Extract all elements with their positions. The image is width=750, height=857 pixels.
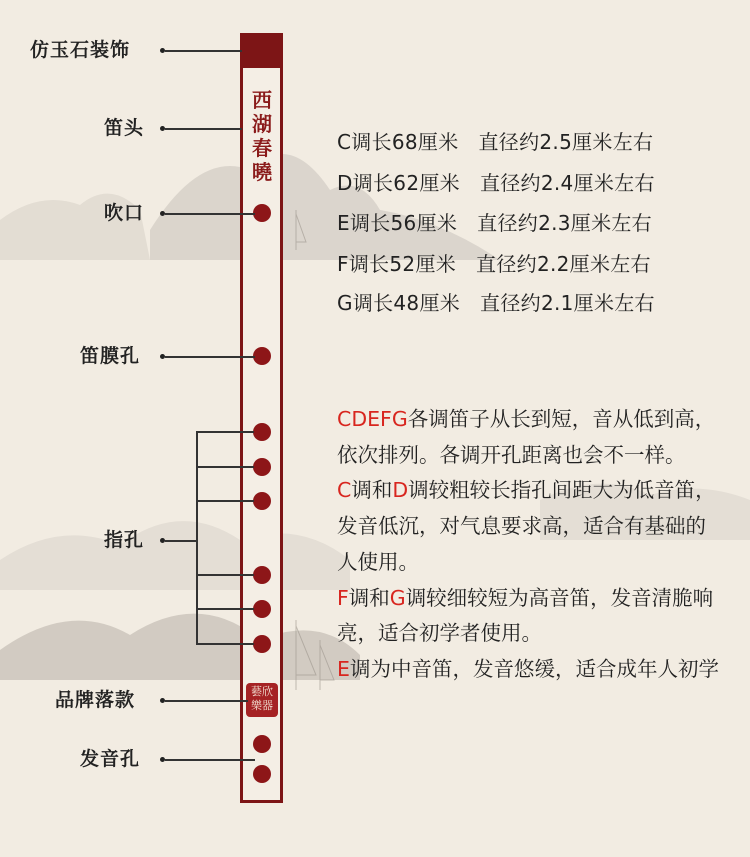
finger-hole-5 [253, 600, 271, 618]
label-head: 笛头 [104, 117, 145, 139]
finger-bracket-tick [196, 574, 254, 576]
spec-length: 调长48厘米 [352, 291, 461, 315]
spec-key: D [337, 171, 353, 195]
membrane-hole [253, 347, 271, 365]
spec-line-d [337, 171, 655, 195]
label-blow-hole: 吹口 [104, 202, 145, 224]
key-highlight: G [389, 585, 406, 610]
description-text: 各调笛子从长到短，音从低到高，依次排列。各调开孔距离也会不一样。 [337, 407, 716, 467]
finger-hole-1 [253, 423, 271, 441]
finger-bracket-tick [196, 431, 254, 433]
key-highlight: F [337, 585, 349, 610]
spec-length: 调长52厘米 [348, 252, 457, 276]
description-text: 调较粗较长指孔间距大为低音笛，发音低沉，对气息要求高，适合有基础的人使用。 [337, 478, 716, 574]
finger-bracket-tick [196, 643, 254, 645]
finger-hole-6 [253, 635, 271, 653]
key-highlight: CDEFG [337, 407, 408, 431]
finger-bracket-vertical [196, 432, 198, 645]
leader-line [165, 213, 255, 215]
spec-diameter: 直径约2.5厘米左右 [478, 130, 654, 154]
sound-hole-2 [253, 765, 271, 783]
description-paragraph-4 [337, 652, 722, 688]
spec-diameter: 直径约2.1厘米左右 [480, 291, 655, 315]
spec-line-g [337, 291, 655, 315]
spec-diameter: 直径约2.2厘米左右 [476, 252, 651, 276]
description-block [337, 402, 722, 688]
label-decoration: 仿玉石装饰 [30, 39, 131, 61]
leader-line [165, 700, 248, 702]
description-paragraph-1 [337, 402, 722, 473]
key-highlight: D [392, 478, 409, 503]
description-text: 调较细较短为高音笛，发音清脆响亮，适合初学者使用。 [337, 585, 714, 646]
spec-diameter: 直径约2.3厘米左右 [477, 211, 652, 235]
sound-hole-1 [253, 735, 271, 753]
leader-line [165, 759, 255, 761]
brand-seal: 藝欣樂器 [246, 683, 278, 717]
finger-bracket-tick [196, 466, 254, 468]
spec-length: 调长68厘米 [351, 130, 459, 154]
description-text: 调和 [351, 478, 393, 503]
key-highlight: E [337, 656, 350, 681]
spec-length: 调长62厘米 [352, 171, 460, 195]
spec-length: 调长56厘米 [349, 211, 458, 235]
leader-line [165, 128, 242, 130]
spec-line-e [337, 211, 652, 235]
key-highlight: C [337, 478, 352, 503]
spec-line-c [337, 130, 653, 154]
spec-key: C [337, 130, 352, 154]
spec-line-f [337, 252, 651, 276]
spec-diameter: 直径约2.4厘米左右 [479, 171, 655, 195]
spec-key: G [337, 291, 353, 315]
finger-hole-2 [253, 458, 271, 476]
label-brand: 品牌落款 [55, 689, 136, 711]
label-sound-holes: 发音孔 [80, 748, 141, 770]
spec-key: F [337, 252, 349, 276]
label-membrane-hole: 笛膜孔 [80, 345, 141, 367]
leader-line [165, 50, 242, 52]
blow-hole [253, 204, 271, 222]
leader-line [165, 540, 197, 542]
spec-key: E [337, 211, 350, 235]
flute-title: 西湖春曉 [252, 88, 272, 184]
finger-hole-4 [253, 566, 271, 584]
finger-hole-3 [253, 492, 271, 510]
description-paragraph-3 [337, 581, 722, 652]
finger-bracket-tick [196, 608, 254, 610]
description-text: 调为中音笛，发音悠缓，适合成年人初学 [349, 656, 719, 681]
label-finger-holes: 指孔 [104, 529, 145, 551]
description-text: 调和 [348, 585, 390, 610]
description-paragraph-2 [337, 473, 722, 580]
jade-decoration-cap [240, 33, 283, 68]
finger-bracket-tick [196, 500, 254, 502]
leader-line [165, 356, 255, 358]
